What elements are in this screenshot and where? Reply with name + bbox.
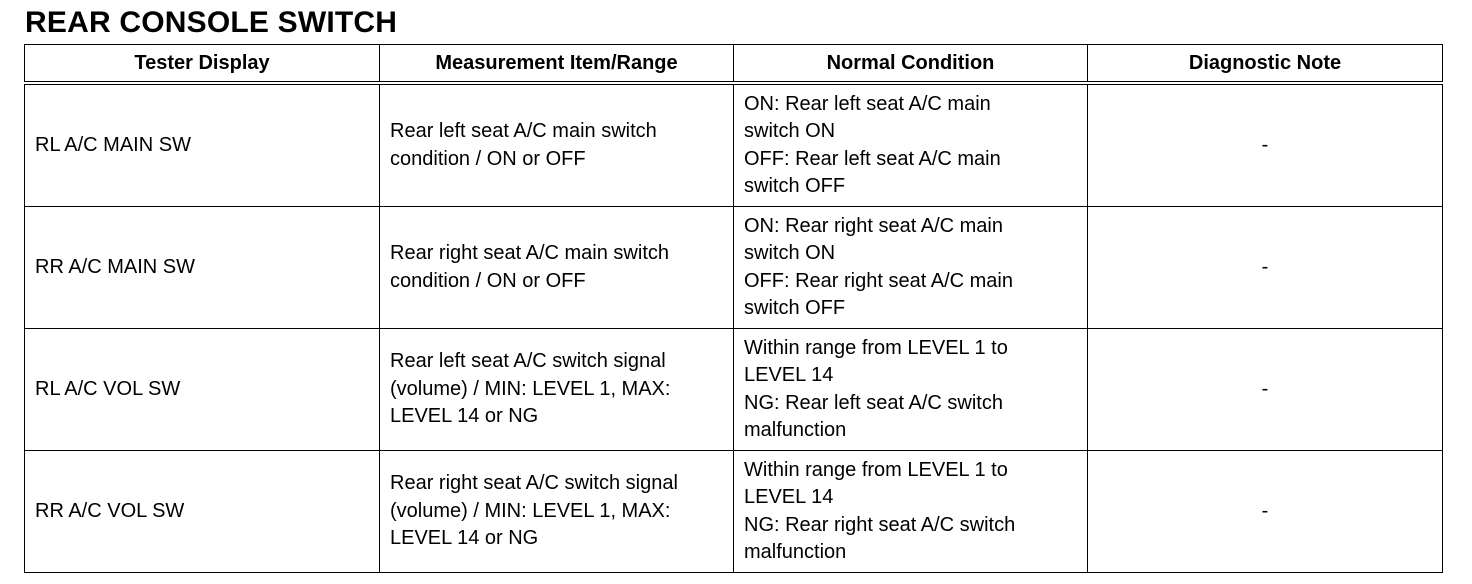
cell-tester-display: RL A/C VOL SW bbox=[25, 329, 380, 451]
table-row bbox=[25, 451, 1443, 573]
normal-condition-line: NG: Rear right seat A/C switch bbox=[744, 513, 1016, 536]
header-measurement-item: Measurement Item/Range bbox=[380, 45, 734, 84]
normal-condition-line: Within range from LEVEL 1 to bbox=[744, 336, 1008, 359]
cell-measurement-item bbox=[380, 207, 734, 329]
cell-measurement-item bbox=[380, 451, 734, 573]
table-header bbox=[25, 45, 1443, 84]
cell-diagnostic-note: - bbox=[1088, 451, 1443, 573]
normal-condition-line: Within range from LEVEL 1 to bbox=[744, 458, 1008, 481]
cell-normal-condition bbox=[734, 207, 1088, 329]
normal-condition-line: switch OFF bbox=[744, 297, 846, 319]
measurement-line: condition / ON or OFF bbox=[390, 269, 586, 292]
measurement-line: condition / ON or OFF bbox=[390, 147, 586, 170]
normal-condition-line: OFF: Rear right seat A/C main bbox=[744, 269, 1013, 292]
cell-measurement-item bbox=[380, 329, 734, 451]
cell-tester-display: RR A/C MAIN SW bbox=[25, 207, 380, 329]
measurement-line: Rear right seat A/C switch signal bbox=[390, 472, 678, 495]
cell-normal-condition bbox=[734, 83, 1088, 207]
normal-condition-line: switch ON bbox=[744, 242, 836, 264]
table-row bbox=[25, 207, 1443, 329]
cell-diagnostic-note: - bbox=[1088, 83, 1443, 207]
normal-condition-line: malfunction bbox=[744, 541, 847, 563]
normal-condition-line: ON: Rear left seat A/C main bbox=[744, 92, 991, 115]
cell-tester-display: RR A/C VOL SW bbox=[25, 451, 380, 573]
measurement-line: Rear left seat A/C main switch bbox=[390, 120, 657, 142]
cell-normal-condition bbox=[734, 451, 1088, 573]
normal-condition-line: switch OFF bbox=[744, 175, 846, 197]
header-diagnostic-note: Diagnostic Note bbox=[1088, 45, 1443, 84]
table-row bbox=[25, 329, 1443, 451]
cell-diagnostic-note: - bbox=[1088, 207, 1443, 329]
normal-condition-line: malfunction bbox=[744, 419, 847, 441]
header-tester-display: Tester Display bbox=[25, 45, 380, 84]
data-list-table bbox=[24, 44, 1443, 573]
cell-tester-display: RL A/C MAIN SW bbox=[25, 83, 380, 207]
normal-condition-line: ON: Rear right seat A/C main bbox=[744, 214, 1003, 237]
table-body bbox=[25, 83, 1443, 573]
normal-condition-line: LEVEL 14 bbox=[744, 364, 834, 386]
measurement-line: LEVEL 14 or NG bbox=[390, 405, 539, 428]
measurement-line: (volume) / MIN: LEVEL 1, MAX: bbox=[390, 499, 671, 522]
cell-diagnostic-note: - bbox=[1088, 329, 1443, 451]
normal-condition-line: switch ON bbox=[744, 120, 836, 142]
measurement-line: Rear right seat A/C main switch bbox=[390, 242, 669, 264]
header-row bbox=[25, 45, 1443, 84]
normal-condition-line: OFF: Rear left seat A/C main bbox=[744, 147, 1001, 170]
header-normal-condition: Normal Condition bbox=[734, 45, 1088, 84]
measurement-line: (volume) / MIN: LEVEL 1, MAX: bbox=[390, 377, 671, 400]
cell-normal-condition bbox=[734, 329, 1088, 451]
normal-condition-line: NG: Rear left seat A/C switch bbox=[744, 391, 1003, 414]
normal-condition-line: LEVEL 14 bbox=[744, 486, 834, 508]
table-row bbox=[25, 83, 1443, 207]
measurement-line: LEVEL 14 or NG bbox=[390, 527, 539, 550]
cell-measurement-item bbox=[380, 83, 734, 207]
measurement-line: Rear left seat A/C switch signal bbox=[390, 350, 666, 373]
page-title: REAR CONSOLE SWITCH bbox=[25, 6, 398, 39]
